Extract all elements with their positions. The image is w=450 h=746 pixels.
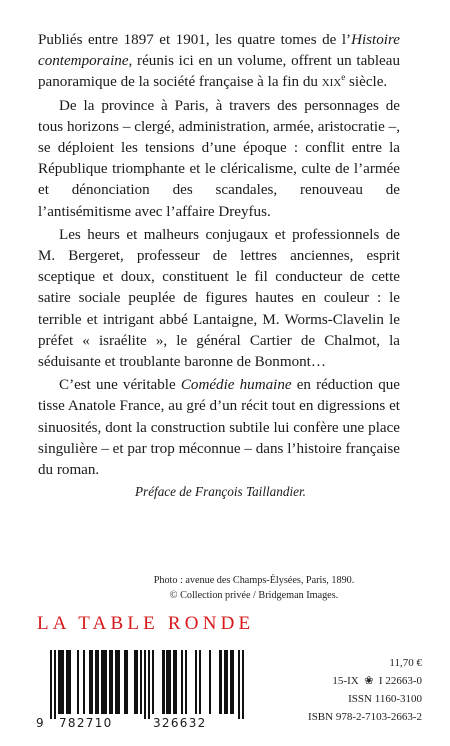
- preface-credit: Préface de François Taillandier.: [135, 484, 306, 499]
- barcode-bar: [195, 650, 197, 714]
- issn: ISSN 1160-3100: [348, 693, 422, 705]
- century-numeral: xix: [321, 74, 342, 91]
- flower-icon: ❀: [364, 675, 374, 687]
- barcode-bar: [185, 650, 187, 714]
- isbn-barcode: [36, 650, 246, 730]
- barcode-bar: [175, 650, 177, 714]
- barcode-bar: [152, 650, 154, 714]
- barcode-right-digits: 326632: [153, 716, 207, 730]
- barcode-bar: [219, 650, 221, 714]
- barcode-bar: [68, 650, 70, 714]
- code-prefix: 15-IX: [332, 675, 359, 687]
- publisher-name: LA TABLE RONDE: [37, 613, 255, 634]
- blurb-paragraph-4: [38, 375, 400, 481]
- code-number: I 22663-0: [378, 675, 422, 687]
- barcode-bars: [50, 650, 244, 714]
- barcode-bar: [140, 650, 142, 714]
- barcode-left-digits: 782710: [59, 716, 113, 730]
- blurb-paragraph-1: [38, 30, 400, 94]
- book-title-italic: Histoire contemporaine: [38, 32, 400, 70]
- barcode-bar: [226, 650, 228, 714]
- blurb-paragraph-3: Les heurs et malheurs conjugaux et professionnels de M. Bergeret, professeur de lettres anciennes, esprit sceptique et doux, constituent le fil conducteur de cette satire sociale peuplée de figures hautes en couleur : le terrible et intrigant abbé Lantaigne, M. Worms-Clavelin le préfet « israélite », le général Cartier de Chalmot, la séduisante et troublante baronne de Bonmont…: [38, 226, 400, 371]
- book-identifiers: [260, 654, 422, 726]
- barcode-bar: [54, 650, 56, 719]
- text-segment: en réduction que tisse Anatole France, au gré d’un récit tout en digressions et sinuosités, dont la construction subtile lui confère une place singulière – et par trop méconnue – dans l’histoire française du roman.: [38, 377, 400, 479]
- barcode-bar: [144, 650, 146, 719]
- text-segment: , réunis ici en un volume, offrent un tableau panoramique de la société française à la fin du: [38, 53, 400, 91]
- barcode-bar: [126, 650, 128, 714]
- barcode-bar: [162, 650, 164, 714]
- work-title-italic: Comédie humaine: [180, 377, 292, 394]
- barcode-first-digit: 9: [36, 716, 44, 730]
- text-segment: siècle.: [345, 74, 388, 91]
- blurb: [38, 30, 400, 483]
- barcode-bar: [50, 650, 52, 719]
- photo-caption: Photo : avenue des Champs-Élysées, Paris, 1890.: [153, 575, 355, 586]
- barcode-bar: [238, 650, 240, 719]
- barcode-bar: [242, 650, 244, 719]
- price: 11,70 €: [389, 657, 422, 669]
- barcode-bar: [97, 650, 99, 714]
- photo-credits: [104, 573, 404, 603]
- blurb-paragraph-2: De la province à Paris, à travers des personnages de tous horizons – clergé, administration, armée, aristocratie –, se déploient les tensions d’une époque : conflit entre la République triomphante et le cléricalisme, culte de l’armée et dénonciation des scandales, renouveau de l’antisémitisme avec l’affaire Dreyfus.: [38, 97, 400, 220]
- barcode-bar: [181, 650, 183, 714]
- barcode-bar: [62, 650, 64, 714]
- barcode-bar: [105, 650, 107, 714]
- barcode-bar: [209, 650, 211, 714]
- barcode-bar: [117, 650, 119, 714]
- barcode-bar: [136, 650, 138, 714]
- text-segment: Publiés entre 1897 et 1901, les quatre tomes de l’: [38, 32, 352, 48]
- text-segment: C’est une véritable: [59, 377, 181, 394]
- barcode-bar: [83, 650, 85, 714]
- barcode-bar: [91, 650, 93, 714]
- barcode-bar: [168, 650, 170, 714]
- barcode-bar: [232, 650, 234, 714]
- barcode-bar: [199, 650, 201, 714]
- catalog-code: [260, 672, 422, 690]
- isbn: ISBN 978-2-7103-2663-2: [308, 711, 422, 723]
- barcode-bar: [77, 650, 79, 714]
- century-superscript: e: [341, 72, 346, 83]
- barcode-bar: [111, 650, 113, 714]
- barcode-bar: [148, 650, 150, 719]
- copyright-line: © Collection privée / Bridgeman Images.: [169, 590, 339, 601]
